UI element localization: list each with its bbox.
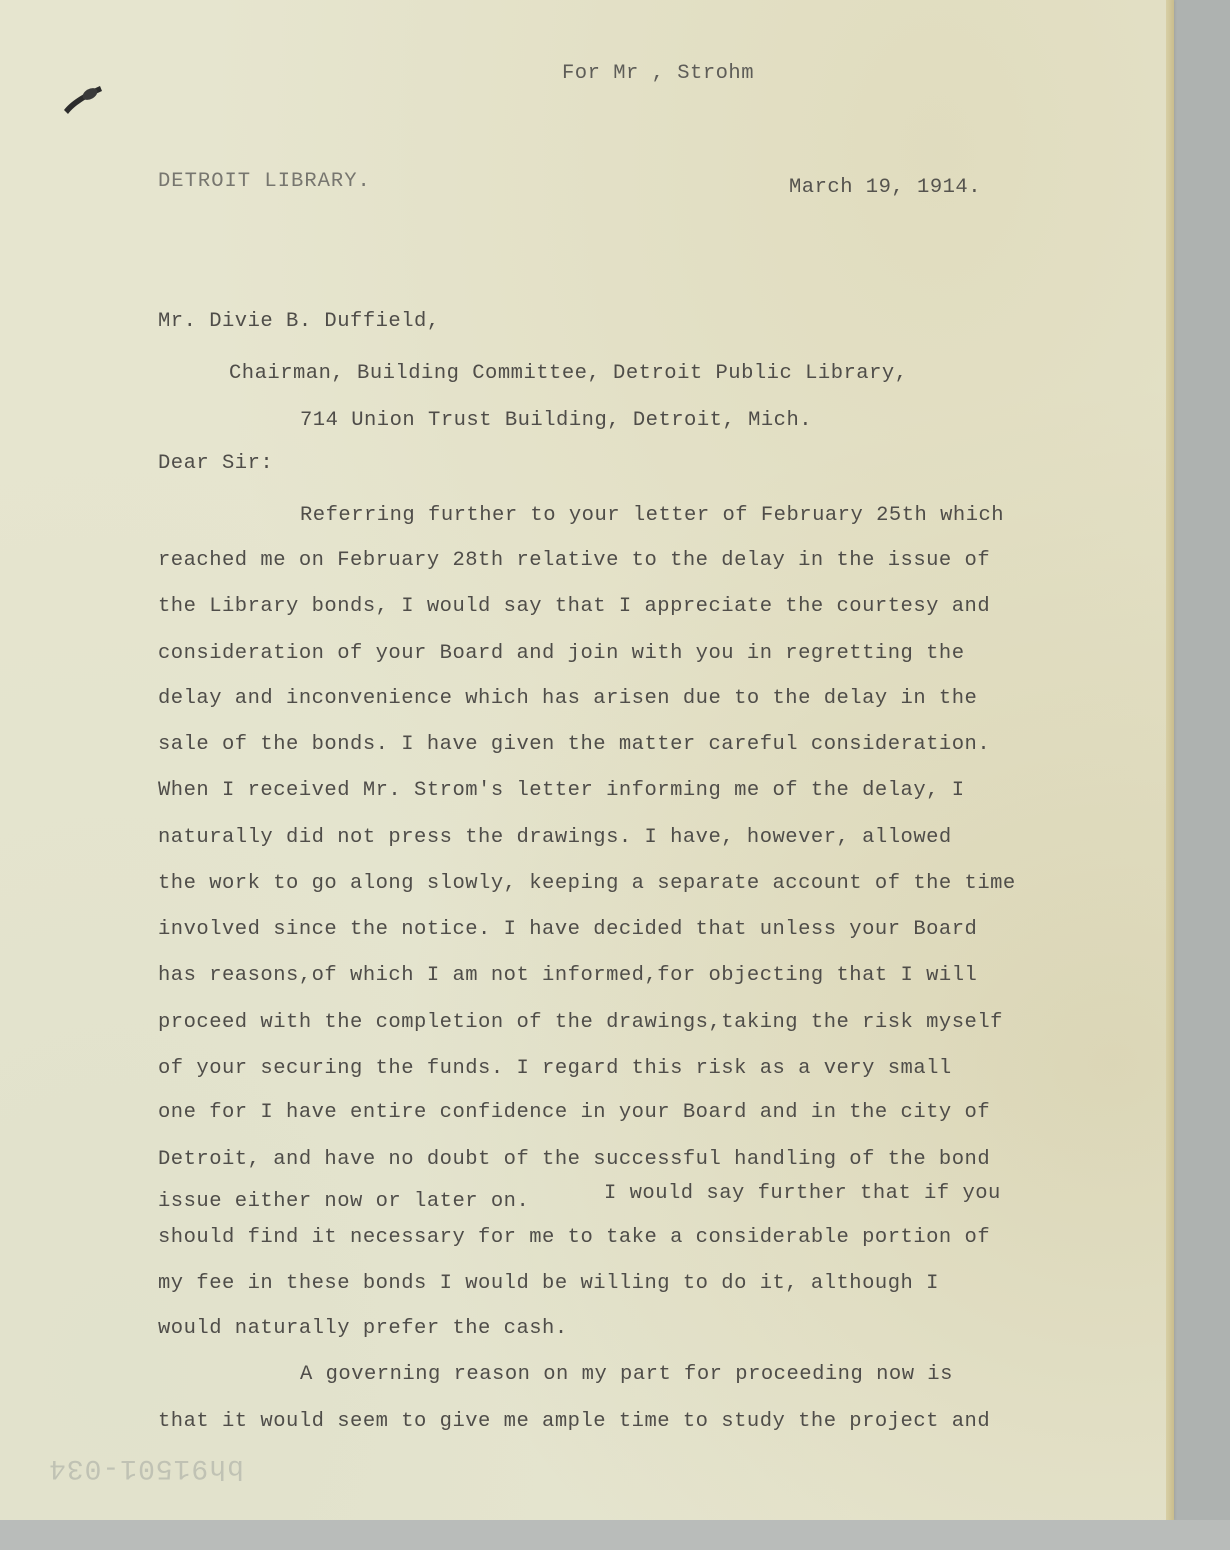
body-line: proceed with the completion of the drawings,taking the risk myself	[158, 1011, 1003, 1034]
body-line: delay and inconvenience which has arisen due to the delay in the	[158, 687, 978, 710]
body-line: naturally did not press the drawings. I have, however, allowed	[158, 826, 952, 849]
body-line: involved since the notice. I have decided that unless your Board	[158, 918, 978, 941]
body-line: When I received Mr. Strom's letter informing me of the delay, I	[158, 779, 965, 802]
body-line: the Library bonds, I would say that I appreciate the courtesy and	[158, 595, 991, 618]
archive-stamp: bh91501-034	[48, 1452, 244, 1483]
body-line: that it would seem to give me ample time to study the project and	[158, 1410, 991, 1433]
body-line: Detroit, and have no doubt of the successful handling of the bond	[158, 1148, 991, 1171]
body-line: the work to go along slowly, keeping a separate account of the time	[158, 872, 1016, 895]
letter-date: March 19, 1914.	[789, 176, 982, 199]
header-note: For Mr , Strohm	[562, 62, 755, 85]
paper-edge	[1166, 0, 1174, 1520]
scan-background	[0, 1520, 1230, 1550]
salutation: Dear Sir:	[158, 452, 274, 475]
body-line: A governing reason on my part for proceeding now is	[300, 1363, 953, 1386]
recipient-address: 714 Union Trust Building, Detroit, Mich.	[300, 409, 813, 432]
body-line: Referring further to your letter of February 25th which	[300, 504, 1005, 527]
body-line: I would say further that if you	[604, 1182, 1001, 1205]
body-line: sale of the bonds. I have given the matter careful consideration.	[158, 733, 991, 756]
body-line: should find it necessary for me to take a considerable portion of	[158, 1226, 991, 1249]
body-line: would naturally prefer the cash.	[158, 1317, 568, 1340]
body-line: issue either now or later on.	[158, 1190, 530, 1213]
recipient-name: Mr. Divie B. Duffield,	[158, 310, 440, 333]
body-line: of your securing the funds. I regard this risk as a very small	[158, 1057, 952, 1080]
body-line: has reasons,of which I am not informed,for objecting that I will	[158, 964, 978, 987]
letterhead: DETROIT LIBRARY.	[158, 170, 371, 193]
body-line: my fee in these bonds I would be willing to do it, although I	[158, 1272, 939, 1295]
paper-clip-mark-icon	[60, 82, 104, 116]
body-line: one for I have entire confidence in your Board and in the city of	[158, 1101, 991, 1124]
recipient-title: Chairman, Building Committee, Detroit Public Library,	[229, 362, 908, 385]
body-line: reached me on February 28th relative to the delay in the issue of	[158, 549, 991, 572]
body-line: consideration of your Board and join with you in regretting the	[158, 642, 965, 665]
